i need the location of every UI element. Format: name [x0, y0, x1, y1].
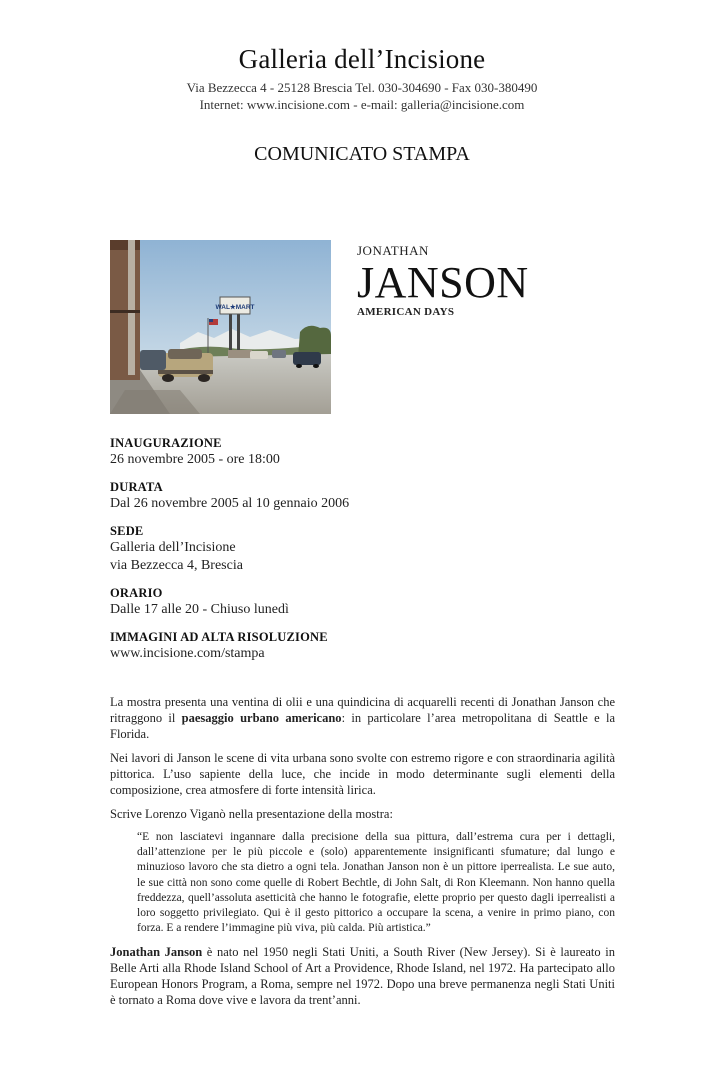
info-label: SEDE	[110, 524, 144, 538]
gallery-contacts: Internet: www.incisione.com - e-mail: galleria@incisione.com	[199, 97, 525, 112]
artist-first-name: JONATHAN	[357, 243, 429, 258]
info-value: Dalle 17 alle 20 - Chiuso lunedì	[110, 602, 289, 617]
info-venue	[110, 523, 615, 575]
exhibition-title: AMERICAN DAYS	[357, 306, 455, 318]
artist-name-bold: Jonathan Janson	[110, 945, 203, 960]
info-duration	[110, 479, 615, 513]
info-value: Galleria dell’Incisione	[110, 540, 236, 555]
painting-image	[110, 240, 331, 414]
critic-quote: “E non lasciatevi ingannare dalla precisione della sua pittura, dall’estrema cura per i dettagli, dall’attenzione per le più piccole e (solo) apparentemente insignificanti sfumature; dal lungo e minuzioso lavoro che sta dietro a ogni tela. Jonathan Janson non è un pittore iperrealista. Le sue auto, le sue città non sono come quelle di Robert Bechtle, di John Salt, di Ron Kleemann. Non hanno quella freddezza, quell’assoluta asetticità che hanno le fotografie, elette proprio per questo dagli iperrealisti a loro soggetto privilegiato. Qui è il gesto pittorico a occupare la scena, a venire in primo piano, con forza. E a rendere l’immagine più viva, più calda. Più artistica.”	[137, 831, 615, 935]
paragraph-intro: La mostra presenta una ventina di olii e una quindicina di acquarelli recenti di Jonathan Janson che ritraggono il paesaggio urbano americano: in particolare l’area metropolitana di Seattle e la Florida.	[110, 695, 615, 741]
exhibition-info	[110, 435, 615, 673]
info-label: ORARIO	[110, 586, 163, 600]
info-label: INAUGURAZIONE	[110, 436, 222, 450]
artist-last-name: JANSON	[357, 258, 529, 307]
info-inauguration	[110, 435, 615, 469]
info-value: Dal 26 novembre 2005 al 10 gennaio 2006	[110, 496, 350, 511]
info-value: 26 novembre 2005 - ore 18:00	[110, 452, 280, 467]
paragraph-quote-intro: Scrive Lorenzo Viganò nella presentazione della mostra:	[110, 807, 393, 821]
artist-block	[357, 243, 529, 318]
painting-sign-text: WAL★MART	[215, 304, 255, 311]
gallery-address: Via Bezzecca 4 - 25128 Brescia Tel. 030-304690 - Fax 030-380490	[186, 80, 538, 95]
info-hours	[110, 585, 615, 619]
info-images	[110, 629, 615, 663]
info-label: IMMAGINI AD ALTA RISOLUZIONE	[110, 630, 328, 644]
paragraph-style: Nei lavori di Janson le scene di vita urbana sono svolte con estremo rigore e con straordinaria agilità pittorica. L’uso sapiente della luce, che incide in modo determinante sugli elementi della composizione, crea atmosfere di forte intensità lirica.	[110, 751, 615, 797]
gallery-name: Galleria dell’Incisione	[238, 44, 486, 74]
highlight-text: paesaggio urbano americano	[181, 711, 342, 725]
images-link[interactable]: www.incisione.com/stampa	[110, 646, 265, 661]
info-label: DURATA	[110, 480, 163, 494]
info-value: via Bezzecca 4, Brescia	[110, 558, 243, 573]
paragraph-biography: Jonathan Janson è nato nel 1950 negli Stati Uniti, a South River (New Jersey). Si è laureato in Belle Arti alla Rhode Island School of Art a Providence, Rhode Island, nel 1972. Ha partecipato allo European Honors Program, a Roma, sempre nel 1972. Dopo una breve permanenza negli Stati Uniti è tornato a Roma dove vive e lavora da trent’anni.	[110, 945, 615, 1008]
press-release-heading: COMUNICATO STAMPA	[254, 143, 470, 165]
press-body	[110, 694, 615, 1016]
letterhead	[0, 44, 724, 113]
